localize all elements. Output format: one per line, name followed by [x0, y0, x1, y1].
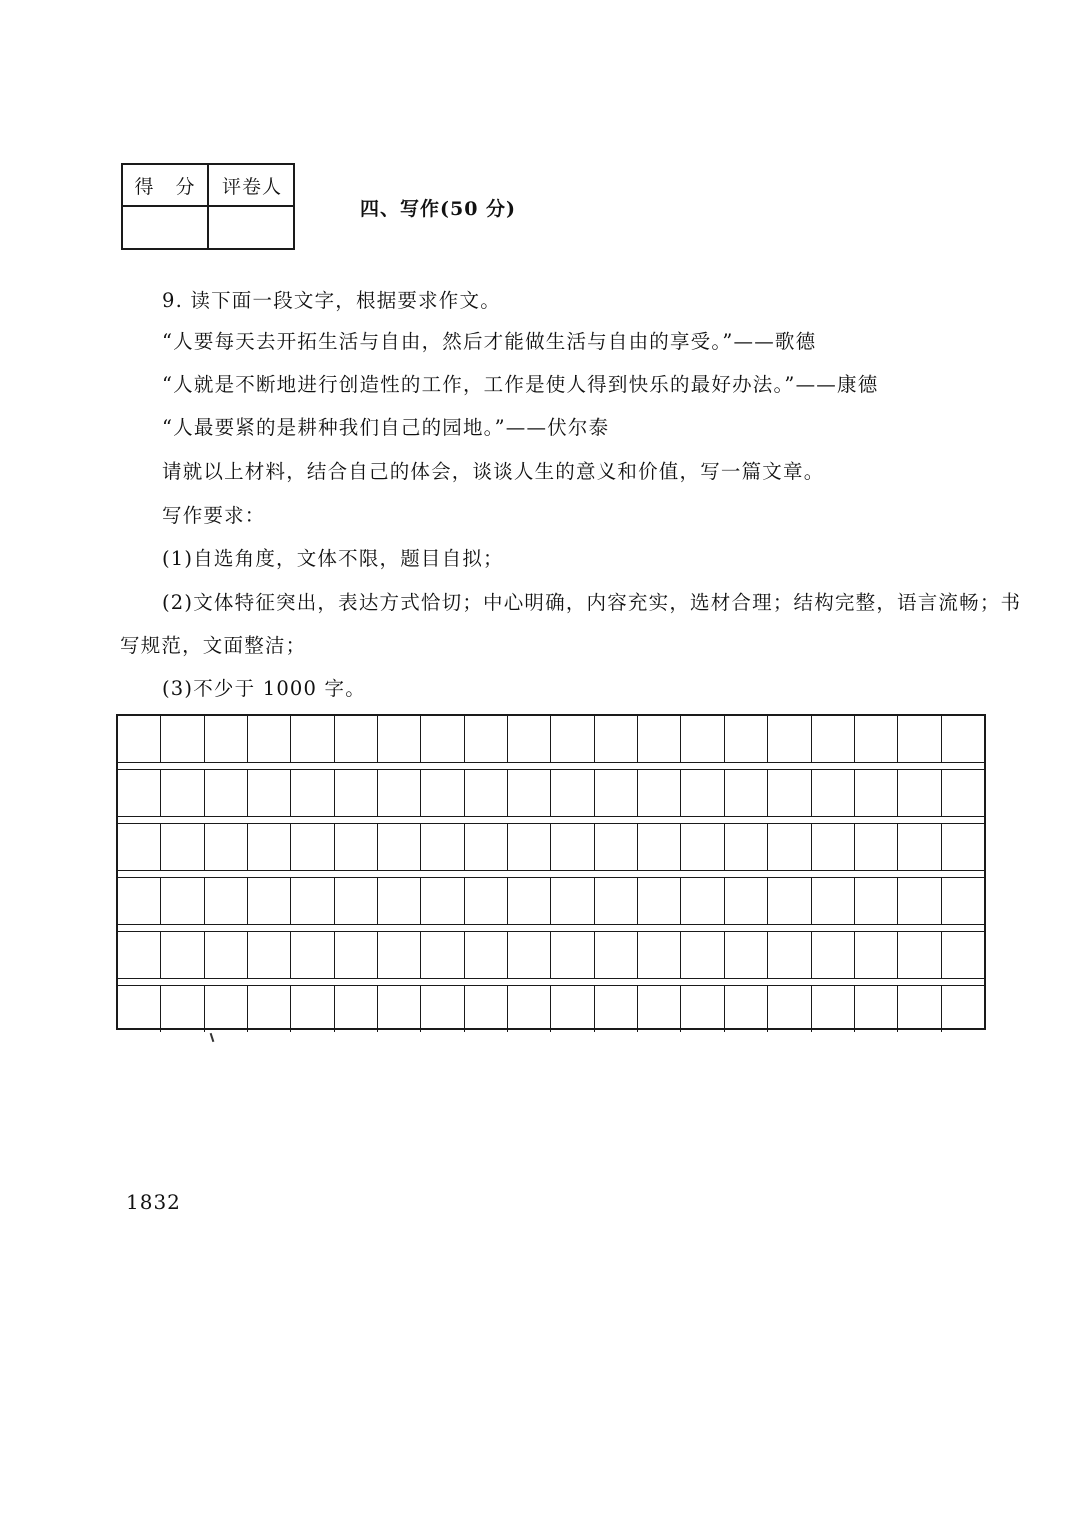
grid-row	[118, 878, 984, 924]
grid-cell[interactable]	[725, 716, 768, 762]
score-input-cell[interactable]	[123, 207, 209, 248]
grid-cell[interactable]	[551, 932, 594, 978]
grid-cell[interactable]	[465, 986, 508, 1032]
grid-cell[interactable]	[465, 878, 508, 924]
grid-cell[interactable]	[378, 824, 421, 870]
grid-cell[interactable]	[725, 986, 768, 1032]
grid-cell[interactable]	[768, 770, 811, 816]
quote-goethe: “人要每天去开拓生活与自由，然后才能做生活与自由的享受。”——歌德	[162, 330, 817, 353]
grid-cell[interactable]	[118, 986, 161, 1032]
score-box	[121, 163, 295, 250]
grid-cell[interactable]	[595, 770, 638, 816]
grid-cell[interactable]	[942, 878, 984, 924]
grid-cell[interactable]	[595, 824, 638, 870]
grid-cell[interactable]	[812, 770, 855, 816]
grid-row	[118, 932, 984, 978]
grid-cell[interactable]	[335, 986, 378, 1032]
grid-cell[interactable]	[465, 716, 508, 762]
writing-grid[interactable]	[116, 714, 986, 1030]
requirement-2: (2)文体特征突出，表达方式恰切；中心明确，内容充实，选材合理；结构完整，语言流畅；书	[162, 591, 1022, 614]
grid-cell[interactable]	[421, 824, 464, 870]
requirement-1: (1)自选角度，文体不限，题目自拟；	[162, 547, 504, 570]
row-separator	[118, 978, 984, 986]
grid-cell[interactable]	[942, 824, 984, 870]
grid-row	[118, 824, 984, 870]
grid-cell[interactable]	[855, 824, 898, 870]
grid-cell[interactable]	[205, 824, 248, 870]
grid-cell[interactable]	[205, 986, 248, 1032]
grid-cell[interactable]	[508, 824, 551, 870]
grid-cell[interactable]	[898, 878, 941, 924]
section-title: 四、写作(50 分)	[360, 198, 517, 220]
grid-cell[interactable]	[595, 986, 638, 1032]
grid-cell[interactable]	[465, 770, 508, 816]
grid-cell[interactable]	[898, 770, 941, 816]
grid-cell[interactable]	[681, 770, 724, 816]
grid-cell[interactable]	[898, 824, 941, 870]
grid-cell[interactable]	[335, 716, 378, 762]
grid-cell[interactable]	[942, 932, 984, 978]
grid-cell[interactable]	[942, 716, 984, 762]
grid-cell[interactable]	[118, 716, 161, 762]
grid-cell[interactable]	[638, 986, 681, 1032]
grid-cell[interactable]	[291, 878, 334, 924]
grid-cell[interactable]	[812, 824, 855, 870]
grid-cell[interactable]	[681, 878, 724, 924]
grid-cell[interactable]	[335, 932, 378, 978]
grid-cell[interactable]	[638, 824, 681, 870]
grid-cell[interactable]	[551, 716, 594, 762]
grid-cell[interactable]	[205, 770, 248, 816]
grid-cell[interactable]	[855, 986, 898, 1032]
grid-cell[interactable]	[248, 770, 291, 816]
grid-cell[interactable]	[725, 878, 768, 924]
grid-cell[interactable]	[508, 716, 551, 762]
grid-cell[interactable]	[248, 986, 291, 1032]
grid-cell[interactable]	[161, 932, 204, 978]
grid-cell[interactable]	[291, 716, 334, 762]
score-label: 得 分	[123, 165, 209, 207]
grid-cell[interactable]	[161, 878, 204, 924]
grid-cell[interactable]	[855, 878, 898, 924]
grid-cell[interactable]	[465, 932, 508, 978]
grid-cell[interactable]	[118, 770, 161, 816]
grid-cell[interactable]	[768, 932, 811, 978]
grid-cell[interactable]	[161, 824, 204, 870]
grid-cell[interactable]	[291, 986, 334, 1032]
grid-cell[interactable]	[291, 770, 334, 816]
grid-cell[interactable]	[681, 986, 724, 1032]
grid-cell[interactable]	[465, 824, 508, 870]
grid-cell[interactable]	[725, 824, 768, 870]
stray-mark	[210, 1033, 215, 1042]
grid-row	[118, 770, 984, 816]
grid-cell[interactable]	[812, 716, 855, 762]
grid-cell[interactable]	[725, 770, 768, 816]
grid-cell[interactable]	[118, 878, 161, 924]
row-separator	[118, 870, 984, 878]
grid-cell[interactable]	[681, 932, 724, 978]
grid-cell[interactable]	[812, 878, 855, 924]
grid-cell[interactable]	[161, 986, 204, 1032]
grid-cell[interactable]	[421, 716, 464, 762]
grid-cell[interactable]	[812, 986, 855, 1032]
quote-voltaire: “人最要紧的是耕种我们自己的园地。”——伏尔泰	[162, 416, 610, 439]
grid-cell[interactable]	[768, 716, 811, 762]
requirements-title: 写作要求：	[162, 504, 266, 527]
grid-cell[interactable]	[161, 770, 204, 816]
grid-cell[interactable]	[812, 932, 855, 978]
grid-cell[interactable]	[335, 824, 378, 870]
grid-cell[interactable]	[768, 878, 811, 924]
grid-cell[interactable]	[508, 932, 551, 978]
grid-cell[interactable]	[378, 716, 421, 762]
grid-cell[interactable]	[291, 824, 334, 870]
grid-cell[interactable]	[205, 878, 248, 924]
grid-cell[interactable]	[421, 878, 464, 924]
grid-cell[interactable]	[378, 986, 421, 1032]
grid-cell[interactable]	[898, 986, 941, 1032]
grid-cell[interactable]	[248, 716, 291, 762]
grid-cell[interactable]	[551, 878, 594, 924]
row-separator	[118, 816, 984, 824]
grid-cell[interactable]	[855, 770, 898, 816]
grid-row	[118, 986, 984, 1032]
grid-cell[interactable]	[508, 986, 551, 1032]
grid-cell[interactable]	[551, 770, 594, 816]
grid-cell[interactable]	[681, 716, 724, 762]
grid-cell[interactable]	[768, 986, 811, 1032]
grid-cell[interactable]	[161, 716, 204, 762]
instruction: 请就以上材料，结合自己的体会，谈谈人生的意义和价值，写一篇文章。	[162, 460, 825, 483]
grid-cell[interactable]	[551, 824, 594, 870]
grid-cell[interactable]	[595, 716, 638, 762]
grid-cell[interactable]	[638, 770, 681, 816]
grid-cell[interactable]	[638, 878, 681, 924]
grid-cell[interactable]	[595, 932, 638, 978]
grid-cell[interactable]	[942, 770, 984, 816]
grid-cell[interactable]	[205, 932, 248, 978]
page-number: 1832	[126, 1190, 181, 1214]
grader-input-cell[interactable]	[209, 207, 295, 248]
grader-label: 评卷人	[209, 165, 295, 207]
grid-cell[interactable]	[378, 878, 421, 924]
grid-cell[interactable]	[898, 932, 941, 978]
grid-cell[interactable]	[508, 770, 551, 816]
grid-cell[interactable]	[942, 986, 984, 1032]
requirement-2-cont: 写规范，文面整洁；	[120, 634, 307, 657]
grid-cell[interactable]	[248, 878, 291, 924]
grid-cell[interactable]	[638, 932, 681, 978]
grid-cell[interactable]	[378, 932, 421, 978]
grid-cell[interactable]	[335, 878, 378, 924]
grid-cell[interactable]	[248, 824, 291, 870]
grid-cell[interactable]	[595, 878, 638, 924]
grid-cell[interactable]	[248, 932, 291, 978]
grid-cell[interactable]	[508, 878, 551, 924]
requirement-3: (3)不少于 1000 字。	[162, 677, 366, 700]
row-separator	[118, 762, 984, 770]
grid-cell[interactable]	[378, 770, 421, 816]
grid-row	[118, 716, 984, 762]
grid-cell[interactable]	[681, 824, 724, 870]
grid-cell[interactable]	[118, 932, 161, 978]
grid-cell[interactable]	[421, 986, 464, 1032]
grid-cell[interactable]	[421, 932, 464, 978]
grid-cell[interactable]	[421, 770, 464, 816]
question-prompt: 9. 读下面一段文字，根据要求作文。	[162, 289, 501, 312]
grid-cell[interactable]	[768, 824, 811, 870]
grid-cell[interactable]	[291, 932, 334, 978]
grid-cell[interactable]	[205, 716, 248, 762]
grid-cell[interactable]	[118, 824, 161, 870]
grid-cell[interactable]	[725, 932, 768, 978]
grid-cell[interactable]	[898, 716, 941, 762]
quote-kant: “人就是不断地进行创造性的工作，工作是使人得到快乐的最好办法。”——康德	[162, 373, 879, 396]
grid-cell[interactable]	[855, 932, 898, 978]
grid-cell[interactable]	[551, 986, 594, 1032]
grid-cell[interactable]	[335, 770, 378, 816]
row-separator	[118, 924, 984, 932]
grid-cell[interactable]	[855, 716, 898, 762]
grid-cell[interactable]	[638, 716, 681, 762]
